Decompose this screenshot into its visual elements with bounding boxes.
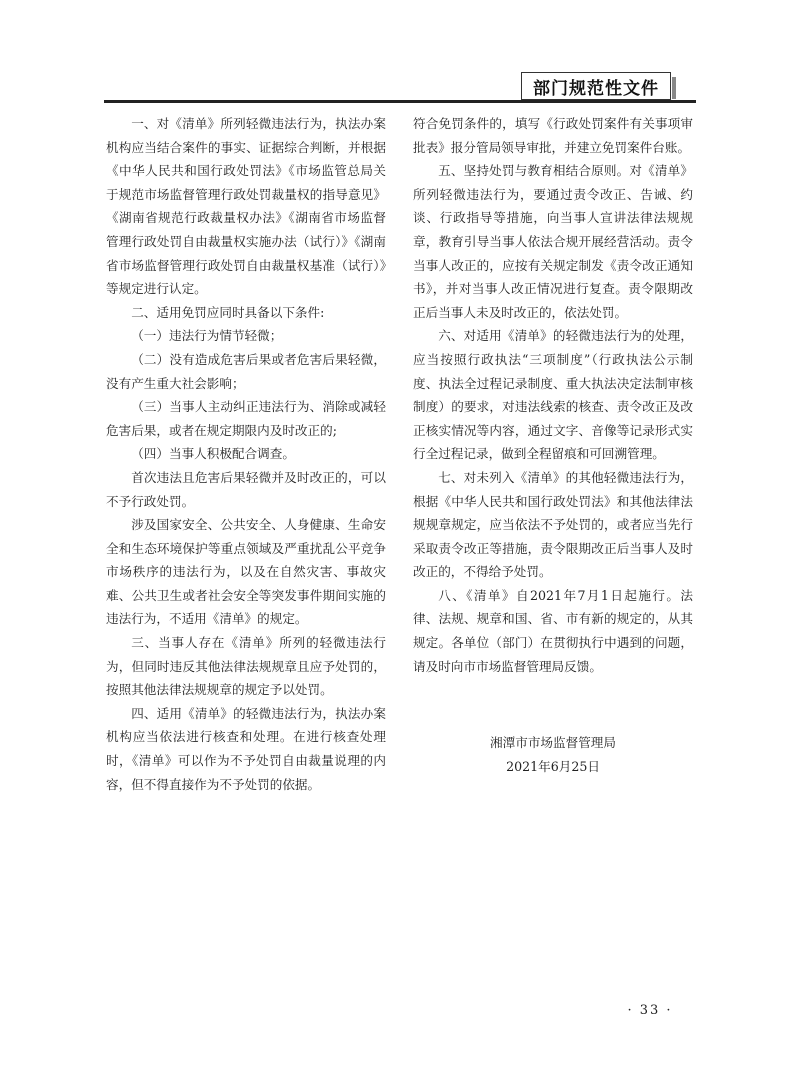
paragraph: 首次违法且危害后果轻微并及时改正的，可以不予行政处罚。	[106, 469, 386, 509]
paragraph: （一）违法行为情节轻微；	[131, 328, 283, 344]
right-column	[413, 112, 693, 678]
paragraph: 二、适用免罚应同时具备以下条件:	[131, 304, 325, 320]
paragraph: 七、对未列入《清单》的其他轻微违法行为，根据《中华人民共和国行政处罚法》和其他法律法规规章规定，应当依法不予处罚的，或者应当先行采取责令改正等措施，责令限期改正后当事人及时改正的，不得给予处罚。	[413, 469, 693, 580]
paragraph: （三）当事人主动纠正违法行为、消除或减轻危害后果，或者在规定期限内及时改正的;	[106, 399, 386, 438]
issue-date: 2021年6月25日	[506, 759, 600, 774]
paragraph: 涉及国家安全、公共安全、人身健康、生命安全和生态环境保护等重点领域及严重扰乱公平竞争市场秩序的违法行为，以及在自然灾害、事故灾难、公共卫生或者社会安全等突发事件期间实施的违法行为，不适用《清单》的规定。	[106, 517, 386, 627]
left-column	[106, 112, 386, 796]
paragraph: 四、适用《清单》的轻微违法行为，执法办案机构应当依法进行核查和处理。在进行核查处理时，《清单》可以作为不予处罚自由裁量说理的内容，但不得直接作为不予处罚的依据。	[106, 705, 386, 792]
paragraph: 六、对适用《清单》的轻微违法行为的处理，应当按照行政执法“三项制度”（行政执法公示制度、执法全过程记录制度、重大执法决定法制审核制度）的要求，对违法线索的核查、责令改正及改正核实情况等内容，通过文字、音像等记录形式实行全过程记录，做到全程留痕和可回溯管理。	[413, 328, 693, 462]
paragraph-continued: 符合免罚条件的，填写《行政处罚案件有关事项审批表》报分管局领导审批，并建立免罚案件台账。	[413, 116, 693, 155]
paragraph: 八、《清单》自2021年7月1日起施行。法律、法规、规章和国、省、市有新的规定的，从其规定。各单位（部门）在贯彻执行中遇到的问题，请及时向市市场监督管理局反馈。	[413, 587, 693, 674]
section-label-badge: 部门规范性文件	[521, 72, 671, 100]
header-rule	[104, 100, 696, 103]
paragraph: （四）当事人积极配合调查。	[131, 446, 295, 462]
issuer-name: 湘潭市市场监督管理局	[490, 735, 616, 750]
page-number: · 33 ·	[627, 1003, 673, 1018]
paragraph: 三、当事人存在《清单》所列的轻微违法行为，但同时违反其他法律法规规章且应予处罚的，按照其他法律法规规章的规定予以处罚。	[106, 635, 386, 698]
paragraph: （二）没有造成危害后果或者危害后果轻微，没有产生重大社会影响；	[106, 351, 386, 391]
paragraph: 五、坚持处罚与教育相结合原则。对《清单》所列轻微违法行为，要通过责令改正、告诫、约谈、行政指导等措施，向当事人宣讲法律法规规章，教育引导当事人依法合规开展经营活动。责令当事人改正的，应按有关规定制发《责令改正通知书》，并对当事人改正情况进行复查。责令限期改正后当事人未及时改正的，依法处罚。	[413, 163, 693, 320]
paragraph: 一、对《清单》所列轻微违法行为，执法办案机构应当结合案件的事实、证据综合判断，并根据《中华人民共和国行政处罚法》《市场监管总局关于规范市场监督管理行政处罚裁量权的指导意见》《湖南省规范行政裁量权办法》《湖南省市场监督管理行政处罚自由裁量权实施办法（试行）》《湖南省市场监督管理行政处罚自由裁量权基准（试行）》等规定进行认定。	[106, 116, 386, 297]
